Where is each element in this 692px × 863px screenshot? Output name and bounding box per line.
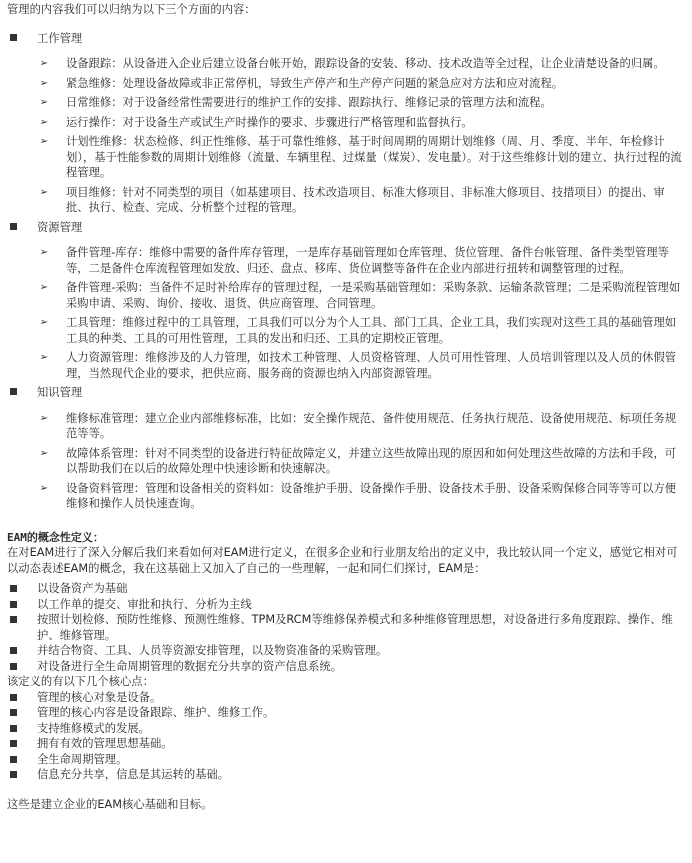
square-bullet-icon [10,756,17,763]
list-item [37,76,683,92]
arrow-bullet-icon: ➢ [39,352,49,363]
list-item [37,446,683,477]
list-item [7,721,683,737]
definition-heading: EAM的概念性定义： [7,530,104,544]
item-text: 紧急维修：处理设备故障或非正常停机，导致生产停产和生产停产问题的紧急应对方法和应对流程。 [66,76,564,90]
list-item [7,736,683,752]
arrow-bullet-icon: ➢ [39,447,49,459]
item-text: 设备跟踪：从设备进入企业后建立设备台帐开始，跟踪设备的安装、移动、技术改造等全过程，让企业清楚设备的归属。 [66,57,665,70]
section-work-management [7,31,683,216]
arrow-bullet-icon: ➢ [39,58,49,69]
core-intro: 该定义的有以下几个核心点： [7,675,154,688]
item-text: 管理的核心内容是设备跟踪、维护、维修工作。 [37,706,275,719]
arrow-bullet-icon: ➢ [39,247,49,258]
list-item [37,315,683,346]
arrow-bullet-icon: ➢ [39,97,49,108]
item-text: 人力资源管理：维修涉及的人力管理，如技术工种管理、人员资格管理、人员可用性管理、人员培训管理以及人员的休假管理，当然现代企业的要求，把供应商、服务商的资源也纳入内部资源管理。 [66,351,677,380]
square-bullet-icon [10,663,17,670]
square-bullet-icon [10,647,17,654]
core-points [7,690,683,783]
item-text: 按照计划检修、预防性维修、预测性维修、TPM及RCM等维修保养模式和多种维修管理思想，对设备进行多角度跟踪、操作、维护、维修管理。 [37,613,673,642]
definition-paragraph: 在对EAM进行了深入分解后我们来看如何对EAM进行定义，在很多企业和行业朋友给出的定义中，我比较认同一个定义，感觉它相对可以动态表述EAM的概念，我在这基础上又加入了自己的一些理解，一起和同仁们探讨，EAM是： [7,546,678,575]
list-item [7,612,683,643]
item-text: 管理的核心对象是设备。 [37,690,162,704]
closing-text: 这些是建立企业的EAM核心基础和目标。 [7,797,213,811]
item-text: 备件管理-采购：当备件不足时补给库存的管理过程，一是采购基础管理如：采购条款、运输条款管理；二是采购流程管理如采购申请、采购、询价、接收、退货、供应商管理、合同管理。 [66,281,681,310]
square-bullet-icon [10,616,17,623]
item-text: 拥有有效的管理思想基础。 [37,737,173,750]
section-resource-management [7,220,683,382]
item-text: 以工作单的提交、审批和执行、分析为主线 [37,597,252,611]
square-bullet-icon [10,388,17,395]
list-item [7,690,683,706]
item-list [37,56,683,216]
arrow-bullet-icon: ➢ [39,77,49,89]
list-item [37,245,683,276]
square-bullet-icon [10,740,17,747]
list-item [7,659,683,675]
list-item [7,597,683,613]
item-text: 运行操作：对于设备生产或试生产时操作的要求、步骤进行严格管理和监督执行。 [66,115,473,129]
item-text: 维修标准管理：建立企业内部维修标准，比如：安全操作规范、备件使用规范、任务执行规范、设备使用规范、标项任务规范等等。 [66,411,677,440]
square-bullet-icon [10,601,17,608]
item-text: 全生命周期管理。 [37,752,128,766]
section-title: 工作管理 [37,31,83,45]
item-text: 备件管理-库存：维修中需要的备件库存管理，一是库存基础管理如仓库管理、货位管理、备件台帐管理、备件类型管理等等，二是备件仓库流程管理如发放、归还、盘点、移库、货位调整等备件在企业内部进行扭转和调整管理的过程。 [66,246,669,275]
item-text: 对设备进行全生命周期管理的数据充分共享的资产信息系统。 [37,659,343,673]
square-bullet-icon [10,585,17,592]
list-item [37,481,683,512]
list-item [37,115,683,131]
item-text: 工具管理：维修过程中的工具管理，工具我们可以分为个人工具、部门工具、企业工具，我们实现对这些工具的基础管理如工具的种类、工具的可用性管理，工具的发出和归还、工具的定期校正管理。 [66,316,677,345]
arrow-bullet-icon: ➢ [39,116,49,128]
item-text: 故障体系管理：针对不同类型的设备进行特征故障定义，并建立这些故障出现的原因和如何处理这些故障的方法和手段，可以帮助我们在以后的故障处理中快速诊断和快速解决。 [66,446,677,475]
item-text: 设备资料管理：管理和设备相关的资料如：设备维护手册、设备操作手册、设备技术手册、设备采购保修合同等等可以方便维修和操作人员快速查询。 [66,481,677,510]
list-item [7,643,683,659]
arrow-bullet-icon: ➢ [39,186,49,198]
arrow-bullet-icon: ➢ [39,412,49,424]
article-body [7,2,683,812]
item-text: 支持维修模式的发展。 [37,721,150,735]
item-text: 信息充分共享，信息是其运转的基础。 [37,768,230,781]
item-list [37,245,683,381]
square-bullet-icon [10,34,17,41]
square-bullet-icon [10,709,17,716]
arrow-bullet-icon: ➢ [39,136,49,147]
list-item [7,752,683,768]
section-title: 知识管理 [37,386,83,399]
square-bullet-icon [10,725,17,732]
square-bullet-icon [10,694,17,701]
list-item [7,767,683,783]
arrow-bullet-icon: ➢ [39,482,49,494]
definition-points [7,581,683,674]
list-item [37,56,683,72]
arrow-bullet-icon: ➢ [39,282,49,293]
list-item [7,581,683,597]
item-list [37,411,683,512]
section-title: 资源管理 [37,220,83,234]
list-item [37,280,683,311]
list-item [7,705,683,721]
square-bullet-icon [10,223,17,230]
arrow-bullet-icon: ➢ [39,317,49,328]
item-text: 并结合物资、工具、人员等资源安排管理，以及物资准备的采购管理。 [37,644,388,657]
section-knowledge-management [7,385,683,512]
list-item [37,185,683,216]
item-text: 以设备资产为基础 [37,582,128,595]
item-text: 计划性维修：状态检修、纠正性维修、基于可靠性维修、基于时间周期的周期计划维修（周、月、季度、半年、年检修计划），基于性能参数的周期计划维修（流量、车辆里程、过煤量（煤炭）、发电量）。对于这些维修计划的建立、执行过程的流程管理。 [66,135,682,179]
intro-text: 管理的内容我们可以归纳为以下三个方面的内容： [7,3,256,16]
item-text: 项目维修：针对不同类型的项目（如基建项目、技术改造项目、标准大修项目、非标准大修项目、技措项目）的提出、审批、执行、检查、完成、分析整个过程的管理。 [66,185,665,214]
list-item [37,411,683,442]
list-item [37,350,683,381]
square-bullet-icon [10,771,17,778]
list-item [37,134,683,181]
list-item [37,95,683,111]
item-text: 日常维修：对于设备经常性需要进行的维护工作的安排、跟踪执行、维修记录的管理方法和流程。 [66,96,552,109]
